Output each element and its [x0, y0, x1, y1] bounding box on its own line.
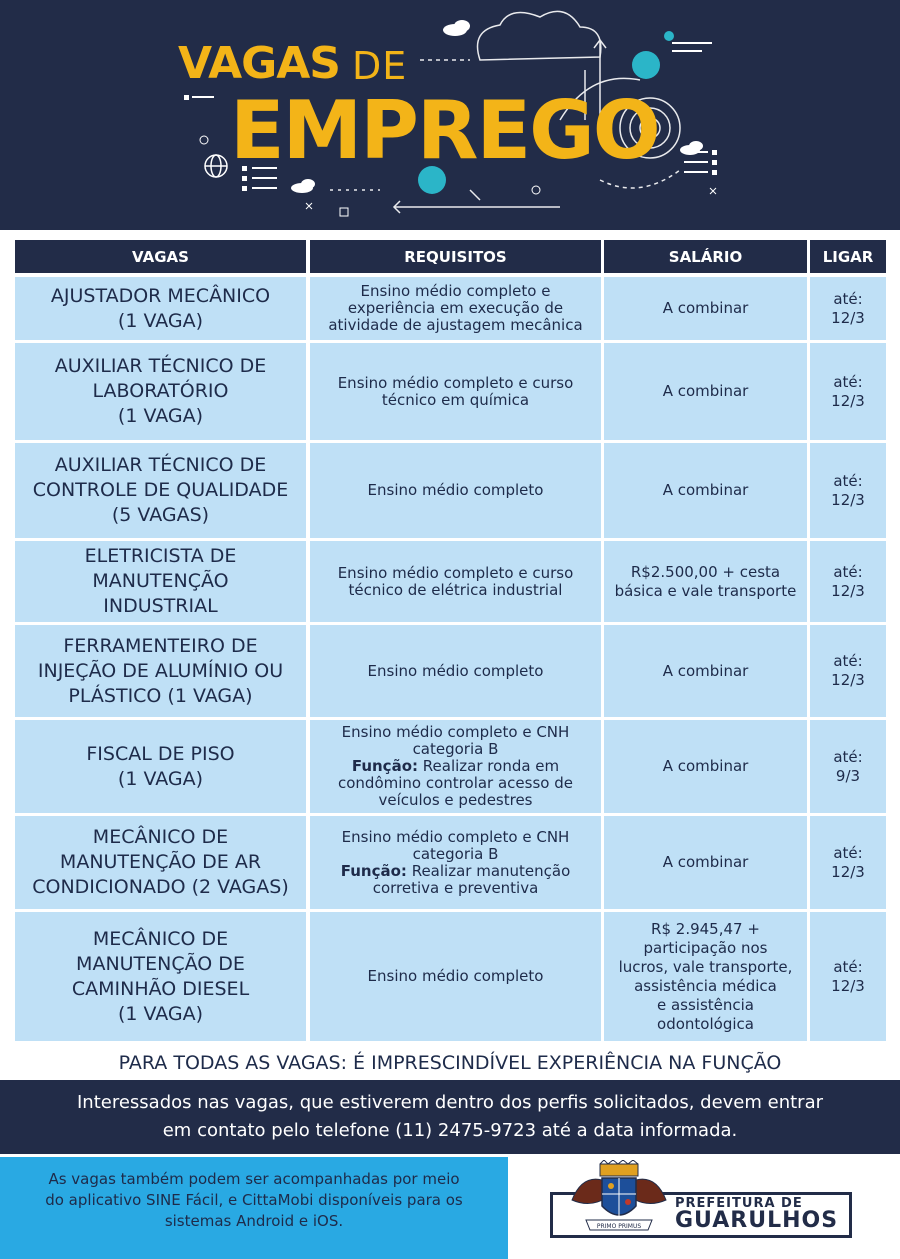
cell-salario-content [663, 481, 749, 500]
cell-salario [604, 625, 807, 717]
coat-of-arms-icon [564, 1160, 674, 1240]
vaga-text: (1 VAGA) [117, 309, 204, 332]
funcao-line: Realizar manutenção [411, 861, 571, 880]
cell-salario [604, 443, 807, 538]
funcao-text [341, 880, 571, 897]
ligar-text: 12/3 [831, 391, 865, 410]
cell-salario [604, 541, 807, 622]
cell-requisitos [310, 912, 601, 1041]
cell-salario [604, 343, 807, 440]
requisitos-text: Ensino médio completo e [360, 282, 551, 300]
cell-requisitos [310, 277, 601, 340]
guarulhos-logo [550, 1160, 860, 1255]
cell-vaga [15, 912, 306, 1041]
requisitos-text: categoria B [412, 740, 499, 758]
column-header-ligar: LIGAR [810, 240, 886, 273]
funcao-line: veículos e pedestres [378, 791, 533, 809]
requisitos-text: técnico em química [381, 390, 530, 409]
cell-vaga [15, 720, 306, 813]
apps-line-2: do aplicativo SINE Fácil, e CittaMobi disponíveis para os [45, 1191, 463, 1209]
cell-vaga-content [33, 453, 288, 528]
cell-ligar [810, 541, 886, 622]
requisitos-text: Ensino médio completo [367, 661, 544, 680]
apps-line-3: sistemas Android e iOS. [164, 1212, 344, 1230]
cell-requisitos [310, 541, 601, 622]
cell-salario [604, 720, 807, 813]
cell-salario [604, 912, 807, 1041]
requisitos-text: Ensino médio completo e CNH [341, 723, 570, 741]
vaga-text: MANUTENÇÃO [92, 570, 229, 592]
cell-ligar-content [831, 844, 865, 882]
cell-requisitos [310, 625, 601, 717]
funcao-text [338, 758, 573, 775]
ligar-text: até: [833, 957, 863, 976]
funcao-line: condômino controlar acesso de [338, 774, 573, 792]
ligar-text: 12/3 [831, 490, 865, 509]
vaga-text: MECÂNICO DE [92, 826, 229, 848]
contact-banner [0, 1080, 900, 1154]
vaga-text: CAMINHÃO DIESEL [71, 977, 250, 1000]
ligar-text: até: [833, 843, 863, 862]
vaga-text: (1 VAGA) [117, 1002, 204, 1025]
ligar-text: 12/3 [831, 671, 865, 689]
cell-ligar-content [833, 748, 862, 786]
requisitos-text: Ensino médio completo e curso [337, 373, 574, 392]
cell-ligar-content [831, 290, 865, 328]
requisitos-text: Ensino médio completo e CNH [341, 827, 570, 846]
title-de: DE [352, 44, 408, 88]
cell-salario-content [663, 757, 749, 776]
apps-line-1: As vagas também podem ser acompanhadas por meio [48, 1170, 460, 1188]
cell-vaga [15, 443, 306, 538]
ligar-text: 12/3 [831, 862, 865, 881]
cell-ligar [810, 443, 886, 538]
cell-vaga-content [55, 354, 267, 429]
salario-text: odontológica [657, 1014, 754, 1033]
apps-info [0, 1157, 508, 1259]
vaga-text: AUXILIAR TÉCNICO DE [54, 355, 267, 377]
cell-vaga-content [32, 825, 289, 900]
cell-vaga-content [85, 544, 237, 619]
cell-requisitos-content [368, 968, 544, 985]
salario-text: A combinar [662, 757, 749, 775]
salario-text: R$ 2.945,47 + [651, 919, 760, 938]
vaga-text: CONTROLE DE QUALIDADE [32, 479, 289, 501]
logo-text-prefeitura: PREFEITURA DE [675, 1196, 803, 1211]
cell-requisitos-content [368, 663, 544, 680]
cell-vaga [15, 343, 306, 440]
requisitos-text: Ensino médio completo e curso [337, 563, 574, 582]
cell-requisitos [310, 343, 601, 440]
ligar-text: até: [833, 562, 863, 581]
column-header-requisitos: REQUISITOS [310, 240, 601, 273]
cell-requisitos-content [338, 565, 574, 599]
logo-text-guarulhos: GUARULHOS [675, 1208, 839, 1233]
vaga-text: MANUTENÇÃO DE [76, 952, 245, 975]
cell-requisitos-content [338, 724, 573, 809]
requisitos-text: Ensino médio completo [367, 967, 544, 985]
requisitos-text: atividade de ajustagem mecânica [328, 316, 583, 334]
cell-salario-content [615, 563, 797, 601]
ligar-text: 12/3 [831, 581, 865, 600]
cell-salario-content [663, 853, 749, 872]
salario-text: participação nos [643, 938, 768, 957]
salario-text: A combinar [662, 299, 749, 317]
cell-vaga-content [86, 742, 234, 792]
requisitos-text: Ensino médio completo [367, 481, 544, 499]
contact-line-1: Interessados nas vagas, que estiverem dentro dos perfis solicitados, devem entrar [76, 1092, 824, 1113]
vaga-text: LABORATÓRIO [92, 380, 229, 402]
funcao-label: Função: [340, 861, 407, 880]
cell-ligar [810, 816, 886, 909]
title-emprego: EMPREGO [230, 84, 659, 177]
ligar-text: até: [833, 652, 863, 670]
ligar-text: 12/3 [831, 308, 865, 327]
vaga-text: MECÂNICO DE [92, 927, 229, 950]
requisitos-text: técnico de elétrica industrial [348, 580, 563, 599]
salario-text: lucros, vale transporte, [618, 957, 793, 976]
requisitos-text: categoria B [412, 844, 499, 863]
ligar-text: 12/3 [831, 976, 865, 995]
vaga-text: AUXILIAR TÉCNICO DE [54, 454, 267, 476]
cell-ligar-content [831, 472, 865, 510]
cell-vaga [15, 277, 306, 340]
vaga-text: FERRAMENTEIRO DE [63, 634, 258, 657]
title-vagas: VAGAS [178, 38, 340, 89]
cell-salario [604, 816, 807, 909]
cell-ligar-content [831, 958, 865, 996]
funcao-line: corretiva e preventiva [372, 878, 539, 897]
salario-text: A combinar [662, 382, 749, 400]
cell-requisitos-content [328, 283, 582, 334]
salario-text: assistência médica [634, 976, 777, 995]
ligar-text: até: [833, 471, 863, 490]
header-banner [0, 0, 900, 230]
cell-ligar [810, 277, 886, 340]
vaga-text: CONDICIONADO (2 VAGAS) [32, 876, 289, 898]
cell-vaga [15, 541, 306, 622]
cell-requisitos [310, 443, 601, 538]
column-header-salario: SALÁRIO [604, 240, 807, 273]
vaga-text: INDUSTRIAL [103, 595, 218, 617]
vaga-text: ELETRICISTA DE [84, 545, 237, 567]
cell-ligar [810, 625, 886, 717]
vaga-text: PLÁSTICO (1 VAGA) [68, 684, 253, 707]
ligar-text: até: [833, 747, 863, 766]
cell-ligar [810, 343, 886, 440]
cell-requisitos-content [338, 375, 574, 409]
salario-text: R$2.500,00 + cesta [630, 562, 781, 581]
cell-vaga-content [72, 927, 249, 1027]
cell-ligar-content [831, 563, 865, 601]
funcao-text [338, 792, 573, 809]
experience-note: PARA TODAS AS VAGAS: É IMPRESCINDÍVEL EXPERIÊNCIA NA FUNÇÃO [118, 1052, 782, 1074]
vaga-text: (5 VAGAS) [111, 504, 210, 526]
vaga-text: FISCAL DE PISO [86, 742, 235, 765]
salario-text: A combinar [662, 853, 749, 871]
cell-vaga-content [51, 284, 270, 334]
funcao-label: Função: [351, 757, 419, 775]
logo-motto: PRIMO PRIMUS [596, 1223, 642, 1230]
funcao-line: Realizar ronda em [422, 757, 560, 775]
vaga-text: MANUTENÇÃO DE AR [59, 851, 262, 873]
salario-text: A combinar [662, 661, 749, 680]
ligar-text: 9/3 [835, 766, 861, 785]
vaga-text: INJEÇÃO DE ALUMÍNIO OU [37, 659, 284, 682]
cell-ligar [810, 720, 886, 813]
cell-requisitos [310, 816, 601, 909]
cell-salario-content [619, 920, 793, 1034]
column-header-vagas: VAGAS [15, 240, 306, 273]
cell-salario [604, 277, 807, 340]
contact-line-2: em contato pelo telefone (11) 2475-9723 até a data informada. [162, 1120, 738, 1141]
cell-salario-content [663, 662, 749, 681]
vaga-text: (1 VAGA) [117, 405, 204, 427]
cell-ligar-content [831, 373, 865, 411]
salario-text: e assistência [656, 995, 754, 1014]
cell-ligar [810, 912, 886, 1041]
vaga-text: AJUSTADOR MECÂNICO [50, 284, 271, 307]
cell-salario-content [663, 382, 749, 401]
salario-text: A combinar [662, 481, 749, 499]
ligar-text: até: [833, 372, 863, 391]
cell-vaga [15, 625, 306, 717]
cell-requisitos [310, 720, 601, 813]
vaga-text: (1 VAGA) [117, 767, 204, 790]
funcao-text [338, 775, 573, 792]
cell-ligar-content [831, 652, 865, 690]
cell-requisitos-content [341, 829, 571, 897]
ligar-text: até: [833, 289, 863, 308]
cell-requisitos-content [368, 482, 544, 499]
cell-vaga-content [38, 634, 283, 709]
cell-vaga [15, 816, 306, 909]
salario-text: básica e vale transporte [614, 581, 797, 600]
requisitos-text: experiência em execução de [347, 299, 564, 317]
funcao-text [341, 863, 571, 880]
cell-salario-content [663, 299, 749, 318]
